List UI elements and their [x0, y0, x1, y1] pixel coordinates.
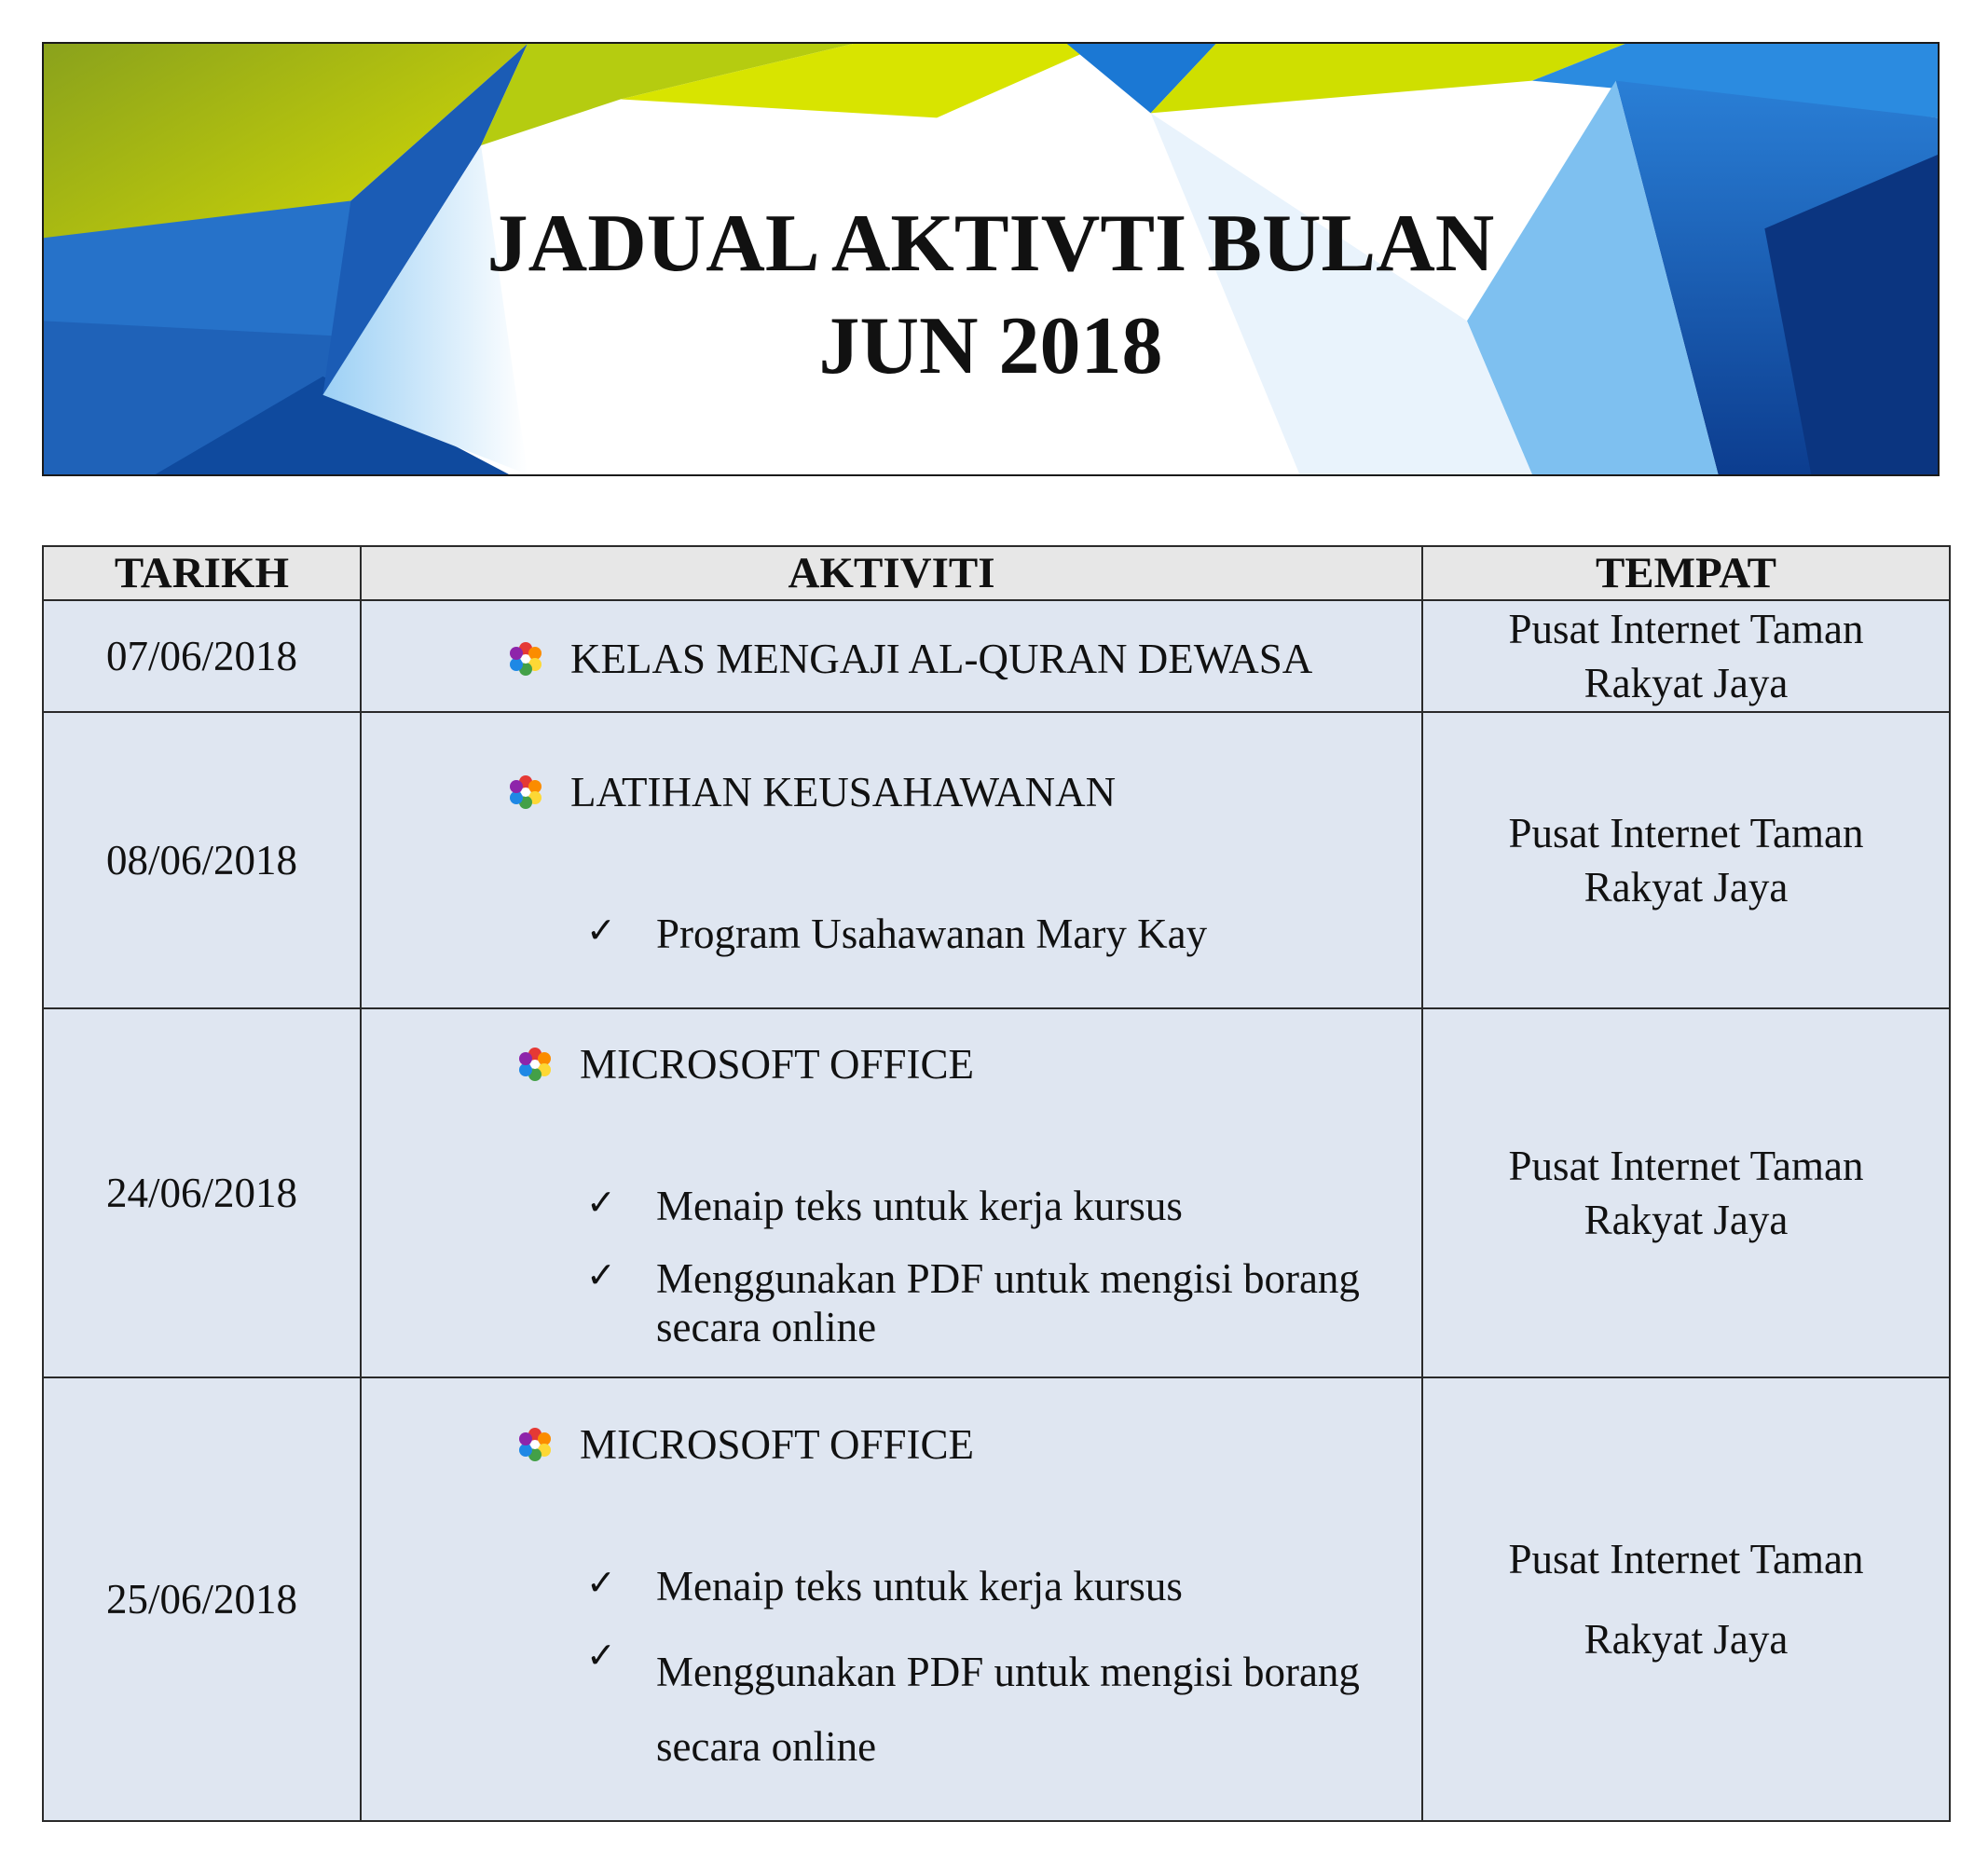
list-item [586, 1635, 1420, 1784]
title-line-2: JUN 2018 [818, 301, 1163, 391]
activity-title: MICROSOFT OFFICE [580, 1421, 975, 1468]
place-line-2: Rakyat Jaya [1584, 1197, 1789, 1243]
place-line-1: Pusat Internet Taman [1508, 1536, 1864, 1582]
activity-title: MICROSOFT OFFICE [580, 1041, 975, 1088]
flower-icon [516, 1426, 554, 1463]
checkmark-icon: ✓ [586, 910, 616, 951]
place-line-2: Rakyat Jaya [1584, 1616, 1789, 1663]
row-place [1422, 600, 1950, 712]
sub-item-text: Program Usahawanan Mary Kay [656, 911, 1208, 957]
activity-title: LATIHAN KEUSAHAWANAN [570, 769, 1117, 815]
sub-item-list [363, 1182, 1420, 1351]
row-activity [361, 1008, 1422, 1377]
list-item [586, 1182, 1420, 1230]
place-line-1: Pusat Internet Taman [1508, 606, 1864, 652]
place-line-2: Rakyat Jaya [1584, 864, 1789, 911]
table-row [43, 712, 1950, 1008]
row-date: 07/06/2018 [43, 600, 361, 712]
header-date: TARIKH [43, 546, 361, 600]
row-place [1422, 712, 1950, 1008]
row-date: 25/06/2018 [43, 1377, 361, 1821]
row-date: 08/06/2018 [43, 712, 361, 1008]
flower-icon [516, 1046, 554, 1083]
checkmark-icon: ✓ [586, 1254, 616, 1295]
row-activity [361, 712, 1422, 1008]
place-line-1: Pusat Internet Taman [1508, 1143, 1864, 1189]
sub-item-list [363, 910, 1420, 958]
checkmark-icon: ✓ [586, 1562, 616, 1603]
title-line-1: JADUAL AKTIVTI BULAN [487, 199, 1495, 289]
checkmark-icon: ✓ [586, 1635, 616, 1676]
activity-heading [516, 1040, 1420, 1089]
sub-item-text: Menaip teks untuk kerja kursus [656, 1563, 1183, 1609]
table-row [43, 600, 1950, 712]
sub-item-text: Menaip teks untuk kerja kursus [656, 1183, 1183, 1229]
activity-heading [507, 635, 1420, 683]
activity-heading [507, 768, 1420, 816]
table-row [43, 1008, 1950, 1377]
place-line-2: Rakyat Jaya [1584, 660, 1789, 706]
flower-icon [507, 774, 544, 811]
list-item [586, 910, 1420, 958]
checkmark-icon: ✓ [586, 1182, 616, 1223]
row-place [1422, 1377, 1950, 1821]
list-item [586, 1562, 1420, 1610]
list-item [586, 1254, 1420, 1351]
table-header-row [43, 546, 1950, 600]
header-activity: AKTIVITI [361, 546, 1422, 600]
row-activity [361, 1377, 1422, 1821]
row-activity [361, 600, 1422, 712]
page-title [44, 193, 1938, 398]
flower-icon [507, 640, 544, 678]
table-row [43, 1377, 1950, 1821]
row-date: 24/06/2018 [43, 1008, 361, 1377]
sub-item-text: Menggunakan PDF untuk mengisi borang secara online [656, 1255, 1360, 1350]
banner [42, 42, 1940, 476]
sub-item-text: Menggunakan PDF untuk mengisi borang secara online [656, 1649, 1360, 1770]
header-place: TEMPAT [1422, 546, 1950, 600]
activity-heading [516, 1420, 1420, 1469]
place-line-1: Pusat Internet Taman [1508, 810, 1864, 856]
sub-item-list [363, 1562, 1420, 1784]
activity-title: KELAS MENGAJI AL-QURAN DEWASA [570, 636, 1313, 682]
activity-table [42, 545, 1951, 1822]
row-place [1422, 1008, 1950, 1377]
